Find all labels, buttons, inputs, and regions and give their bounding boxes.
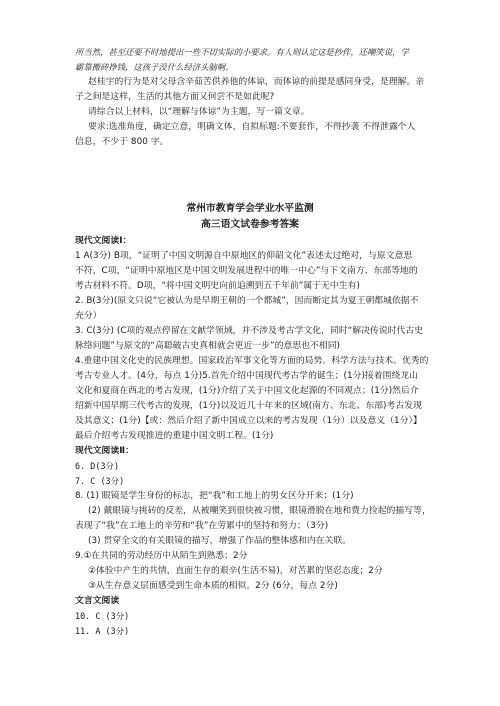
- answer-line: ②体验中产生的共情，直面生存的艰辛(生活不易)，对苦累的坚忍态度；2分: [88, 566, 383, 576]
- answer-line: 脉络问题”与原文的“高聪破古史真相就会更近一步”的意思也不相同): [75, 341, 341, 351]
- answer-line: 8. (1) 眼镜是学生身份的标志，把“我”和工地上的男女区分开来；(1分): [75, 491, 354, 501]
- intro-line-4: 子之间是这样，生活的其他方面又何尝不是如此呢?: [75, 92, 275, 102]
- answer-line: 表现了“我”在工地上的辛劳和“我”在劳累中的坚持和努力；（3分): [75, 521, 329, 531]
- answer-line: 11. A (3分): [75, 626, 130, 636]
- intro-line-5: 请综合以上材料，以“理解与体谅”为主题，写一篇文章。: [88, 107, 310, 117]
- answer-line: 不符，C项，“证明中原地区是中国文明发展进程中的唯一中心”与下文南方、东部等地的: [75, 266, 418, 276]
- answer-line: 1 A(3分) B项，“证明了中国文明源自中原地区的仰韶文化”表述太过绝对，与原文意思: [75, 251, 413, 261]
- answer-line: 绍新中国早期三代考古的发现，(1分)以及近几十年来的区域(南方、东北、东部)考古发现: [75, 401, 422, 411]
- answer-line: 7. C (3分): [75, 476, 125, 486]
- section-heading-3: 文言文阅读: [75, 596, 120, 606]
- answer-line: 考古材料不符。D项，“将中国文明史向前追溯到五千年前”属于无中生有): [75, 281, 360, 291]
- answer-line: (3) 贯穿全文的有关眼镜的描写，增强了作品的整体感和内在关联。: [88, 536, 352, 546]
- answer-line: 10. C (3分): [75, 611, 130, 621]
- section-heading-2: 现代文阅读Ⅱ：: [75, 446, 134, 456]
- answer-line: 3. C(3分) (C项的观点停留在文献学领域，并不涉及考古学文化，同时“解决传说时代古史: [75, 326, 424, 336]
- answer-line: 及其意义；(1分)【或：然后介绍了新中国成立以来的考古发现（1分）以及意义（1分）】: [75, 416, 422, 426]
- intro-line-7: 信息，不少于 800 字。: [75, 137, 169, 147]
- intro-line-1: 所当然，甚至还要不时地提出一些不切实际的小要求。有人则认定这是抄作，还嘲笑说，学: [75, 47, 409, 57]
- intro-line-3: 赵桂宇的行为是对父母含辛茹苦供养他的体谅，而体谅的前提是感同身受，是理解。亲: [88, 77, 425, 87]
- answer-line: 充分）: [75, 311, 102, 321]
- doc-title: 常州市教育学会学业水平监测: [186, 203, 314, 214]
- intro-line-6: 要求:选准角度，确定立意，明确文体，自拟标题:不要套作，不得抄袭 不得泄露个人: [88, 122, 416, 132]
- answer-line: (2) 戴眼镜与挑砖的反差，从被嘲笑到很快被习惯，眼镜滑脱在地和费力捡起的描写等，: [88, 506, 431, 516]
- answer-line: 6. D(3分): [75, 461, 120, 471]
- answer-line: 2. B(3分)(原文只说“它被认为是早期王朝的一个都城”，因而断定其为夏王朝都城依据不: [75, 296, 419, 306]
- section-heading-1: 现代文阅读Ⅰ：: [75, 236, 132, 246]
- answer-line: 4.重建中国文化史的民族理想。国家政治军事文化等方面的局势。科学方法与技术。优秀的: [75, 356, 429, 366]
- answer-line: ③从生存意义层面感受到生命本质的相似。2分 (6分，每点 2分): [88, 581, 338, 591]
- answer-line: 9.①在共同的劳动经历中从陌生到熟悉；2分: [75, 551, 248, 561]
- intro-line-2: 霸靠搬砖挣钱，这孩子没什么经济头脑啊。: [75, 62, 234, 72]
- answer-line: 考古专业人才。(4分，每点 1分)5.首先介绍中国现代考古学的诞生；(1分)接着围绕龙山: [75, 371, 419, 381]
- answer-line: 最后介绍考古发现推进的重建中国文明工程。(1分): [75, 431, 274, 441]
- doc-subtitle: 高三语文试卷参考答案: [201, 219, 299, 230]
- answer-line: 文化和夏商在西北的考古发现，(1分)介绍了关于中国文化起源的不同观点；(1分)然后介: [75, 386, 419, 396]
